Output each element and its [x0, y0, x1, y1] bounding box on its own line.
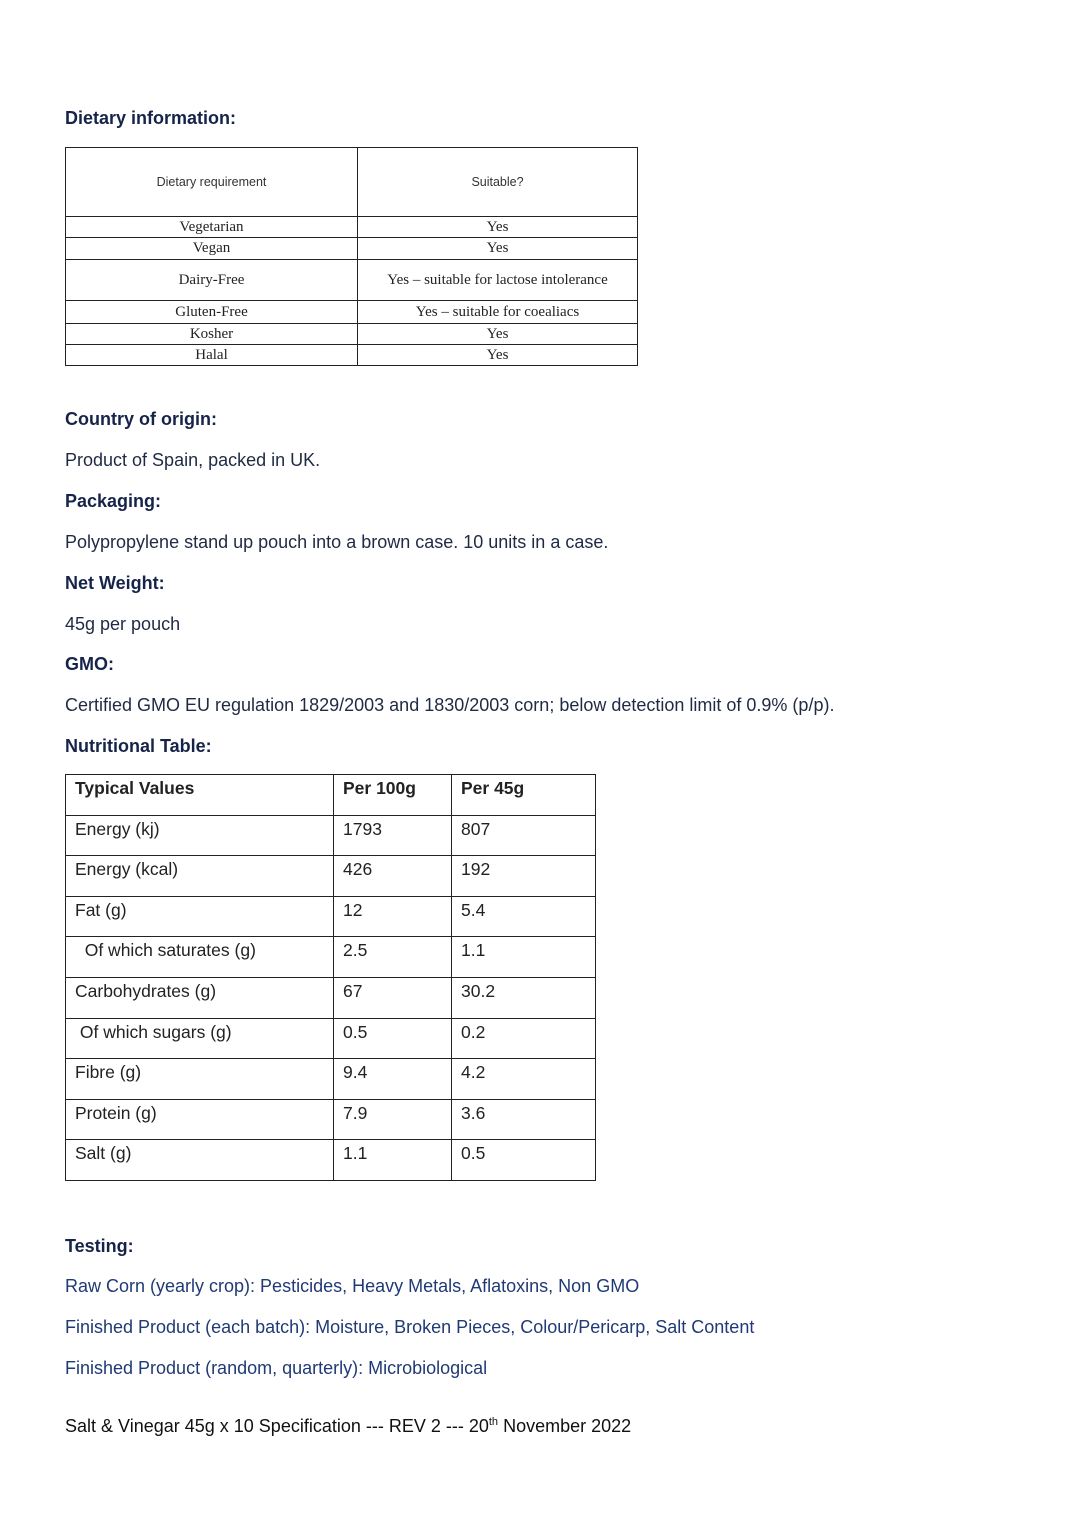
footer-date: November 2022: [498, 1416, 632, 1436]
dietary-row: [66, 324, 638, 345]
nutrient-per-45g: 4.2: [452, 1059, 596, 1100]
dietary-suitable: Yes – suitable for coealiacs: [358, 301, 638, 324]
dietary-requirement: Dairy-Free: [66, 260, 358, 301]
dietary-row: [66, 345, 638, 366]
dietary-requirement: Vegetarian: [66, 217, 358, 238]
dietary-row: [66, 217, 638, 238]
dietary-requirement: Gluten-Free: [66, 301, 358, 324]
nutrient-name: Of which sugars (g): [66, 1018, 334, 1059]
nutrient-per-100g: 12: [334, 896, 452, 937]
nutrition-row: [66, 1059, 596, 1100]
dietary-requirement: Vegan: [66, 238, 358, 260]
testing-line: Raw Corn (yearly crop): Pesticides, Heavy Metals, Aflatoxins, Non GMO: [65, 1276, 640, 1296]
net-weight-text: 45g per pouch: [65, 614, 181, 634]
dietary-suitable: Yes: [358, 238, 638, 260]
nutrient-per-45g: 192: [452, 856, 596, 897]
dietary-heading: Dietary information:: [65, 108, 237, 128]
nutrition-row: [66, 856, 596, 897]
packaging-heading: Packaging:: [65, 491, 162, 511]
nutrient-per-100g: 2.5: [334, 937, 452, 978]
nutrient-per-100g: 426: [334, 856, 452, 897]
nutrient-per-100g: 9.4: [334, 1059, 452, 1100]
nutrient-per-100g: 1.1: [334, 1140, 452, 1181]
dietary-row: [66, 301, 638, 324]
origin-heading: Country of origin:: [65, 409, 217, 429]
dietary-suitable: Yes: [358, 217, 638, 238]
nutrient-name: Fibre (g): [66, 1059, 334, 1100]
dietary-requirement: Kosher: [66, 324, 358, 345]
dietary-requirement: Halal: [66, 345, 358, 366]
dietary-row: [66, 260, 638, 301]
nutrient-per-45g: 0.2: [452, 1018, 596, 1059]
nutrient-name: Fat (g): [66, 896, 334, 937]
nutrient-name: Energy (kcal): [66, 856, 334, 897]
nutrient-per-45g: 30.2: [452, 977, 596, 1018]
dietary-suitable: Yes – suitable for lactose intolerance: [358, 260, 638, 301]
dietary-col-requirement: Dietary requirement: [66, 148, 358, 217]
nutrient-per-45g: 1.1: [452, 937, 596, 978]
dietary-suitable: Yes: [358, 345, 638, 366]
dietary-table: [65, 147, 638, 366]
nutrient-per-100g: 0.5: [334, 1018, 452, 1059]
footer-text: Salt & Vinegar 45g x 10 Specification --- REV 2 --- 20: [65, 1416, 489, 1436]
nutrition-row: [66, 937, 596, 978]
nutrient-per-45g: 0.5: [452, 1140, 596, 1181]
nutrition-row: [66, 815, 596, 856]
nutrient-name: Of which saturates (g): [66, 937, 334, 978]
testing-line: Finished Product (each batch): Moisture, Broken Pieces, Colour/Pericarp, Salt Content: [65, 1317, 755, 1337]
nutrition-row: [66, 896, 596, 937]
nutrient-name: Energy (kj): [66, 815, 334, 856]
testing-heading: Testing:: [65, 1236, 134, 1256]
net-weight-heading: Net Weight:: [65, 573, 165, 593]
nutrition-col-per-45g: Per 45g: [452, 775, 596, 816]
testing-line: Finished Product (random, quarterly): Microbiological: [65, 1358, 488, 1378]
nutrient-per-100g: 67: [334, 977, 452, 1018]
dietary-row: [66, 238, 638, 260]
nutrition-header-row: [66, 775, 596, 816]
nutrition-table: [65, 774, 596, 1181]
nutrition-row: [66, 1018, 596, 1059]
nutrient-per-100g: 7.9: [334, 1099, 452, 1140]
nutrient-name: Salt (g): [66, 1140, 334, 1181]
packaging-text: Polypropylene stand up pouch into a brown case. 10 units in a case.: [65, 532, 609, 552]
nutrient-name: Carbohydrates (g): [66, 977, 334, 1018]
dietary-header-row: [66, 148, 638, 217]
nutrient-per-45g: 5.4: [452, 896, 596, 937]
nutrient-per-45g: 807: [452, 815, 596, 856]
nutrition-heading: Nutritional Table:: [65, 736, 212, 756]
dietary-suitable: Yes: [358, 324, 638, 345]
document-footer: [65, 1416, 631, 1437]
nutrient-per-45g: 3.6: [452, 1099, 596, 1140]
nutrition-col-per-100g: Per 100g: [334, 775, 452, 816]
nutrition-row: [66, 1099, 596, 1140]
nutrient-name: Protein (g): [66, 1099, 334, 1140]
origin-text: Product of Spain, packed in UK.: [65, 450, 321, 470]
footer-date-suffix: th: [488, 1416, 499, 1428]
nutrition-col-typical-values: Typical Values: [66, 775, 334, 816]
nutrient-per-100g: 1793: [334, 815, 452, 856]
gmo-heading: GMO:: [65, 654, 114, 674]
nutrition-row: [66, 1140, 596, 1181]
dietary-col-suitable: Suitable?: [358, 148, 638, 217]
gmo-text: Certified GMO EU regulation 1829/2003 and 1830/2003 corn; below detection limit of 0.9% (p/p).: [65, 695, 835, 715]
nutrition-row: [66, 977, 596, 1018]
